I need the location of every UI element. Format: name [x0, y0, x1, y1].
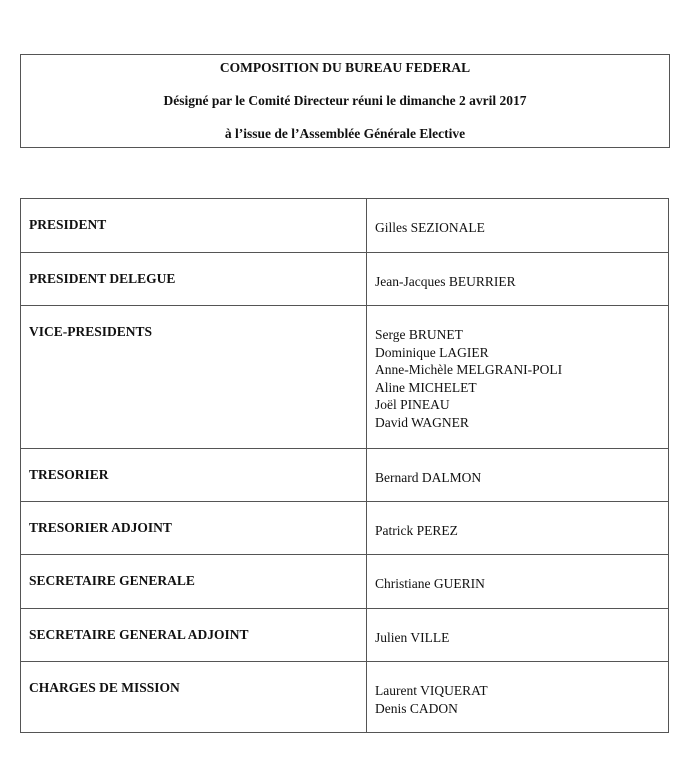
role-cell: SECRETAIRE GENERAL ADJOINT — [21, 609, 367, 662]
names-cell — [367, 449, 669, 502]
table-row — [21, 502, 669, 555]
document-title: COMPOSITION DU BUREAU FEDERAL — [219, 60, 471, 75]
role-cell: VICE-PRESIDENTS — [21, 306, 367, 449]
names-cell — [367, 306, 669, 449]
member-name: Laurent VIQUERAT — [375, 683, 488, 698]
role-cell: TRESORIER — [21, 449, 367, 502]
names-cell — [367, 555, 669, 609]
table-row — [21, 199, 669, 253]
bureau-table — [20, 198, 669, 733]
document-header — [20, 54, 670, 148]
member-name: Anne-Michèle MELGRANI-POLI — [375, 362, 563, 378]
member-name: Denis CADON — [375, 700, 458, 716]
role-cell: PRESIDENT — [21, 199, 367, 253]
role-cell: SECRETAIRE GENERALE — [21, 555, 367, 609]
table-row — [21, 449, 669, 502]
member-name: Gilles SEZIONALE — [375, 220, 485, 235]
member-name: Serge BRUNET — [375, 327, 463, 342]
member-name: Joël PINEAU — [375, 397, 450, 413]
member-name: Patrick PEREZ — [375, 523, 458, 538]
names-cell — [367, 199, 669, 253]
member-name: Jean-Jacques BEURRIER — [375, 274, 516, 289]
table-row — [21, 253, 669, 306]
document-context: à l’issue de l’Assemblée Générale Elective — [224, 126, 466, 141]
role-cell: PRESIDENT DELEGUE — [21, 253, 367, 306]
role-cell: TRESORIER ADJOINT — [21, 502, 367, 555]
member-name: Dominique LAGIER — [375, 344, 489, 360]
table-row — [21, 555, 669, 609]
names-cell — [367, 609, 669, 662]
member-name: Aline MICHELET — [375, 379, 477, 395]
member-name: Christiane GUERIN — [375, 576, 485, 591]
document-subtitle: Désigné par le Comité Directeur réuni le dimanche 2 avril 2017 — [163, 93, 527, 108]
member-name: Bernard DALMON — [375, 470, 482, 485]
table-row — [21, 662, 669, 733]
names-cell — [367, 662, 669, 733]
member-name: Julien VILLE — [375, 630, 450, 645]
role-cell: CHARGES DE MISSION — [21, 662, 367, 733]
names-cell — [367, 502, 669, 555]
member-name: David WAGNER — [375, 414, 469, 430]
names-cell — [367, 253, 669, 306]
table-row — [21, 609, 669, 662]
table-row — [21, 306, 669, 449]
